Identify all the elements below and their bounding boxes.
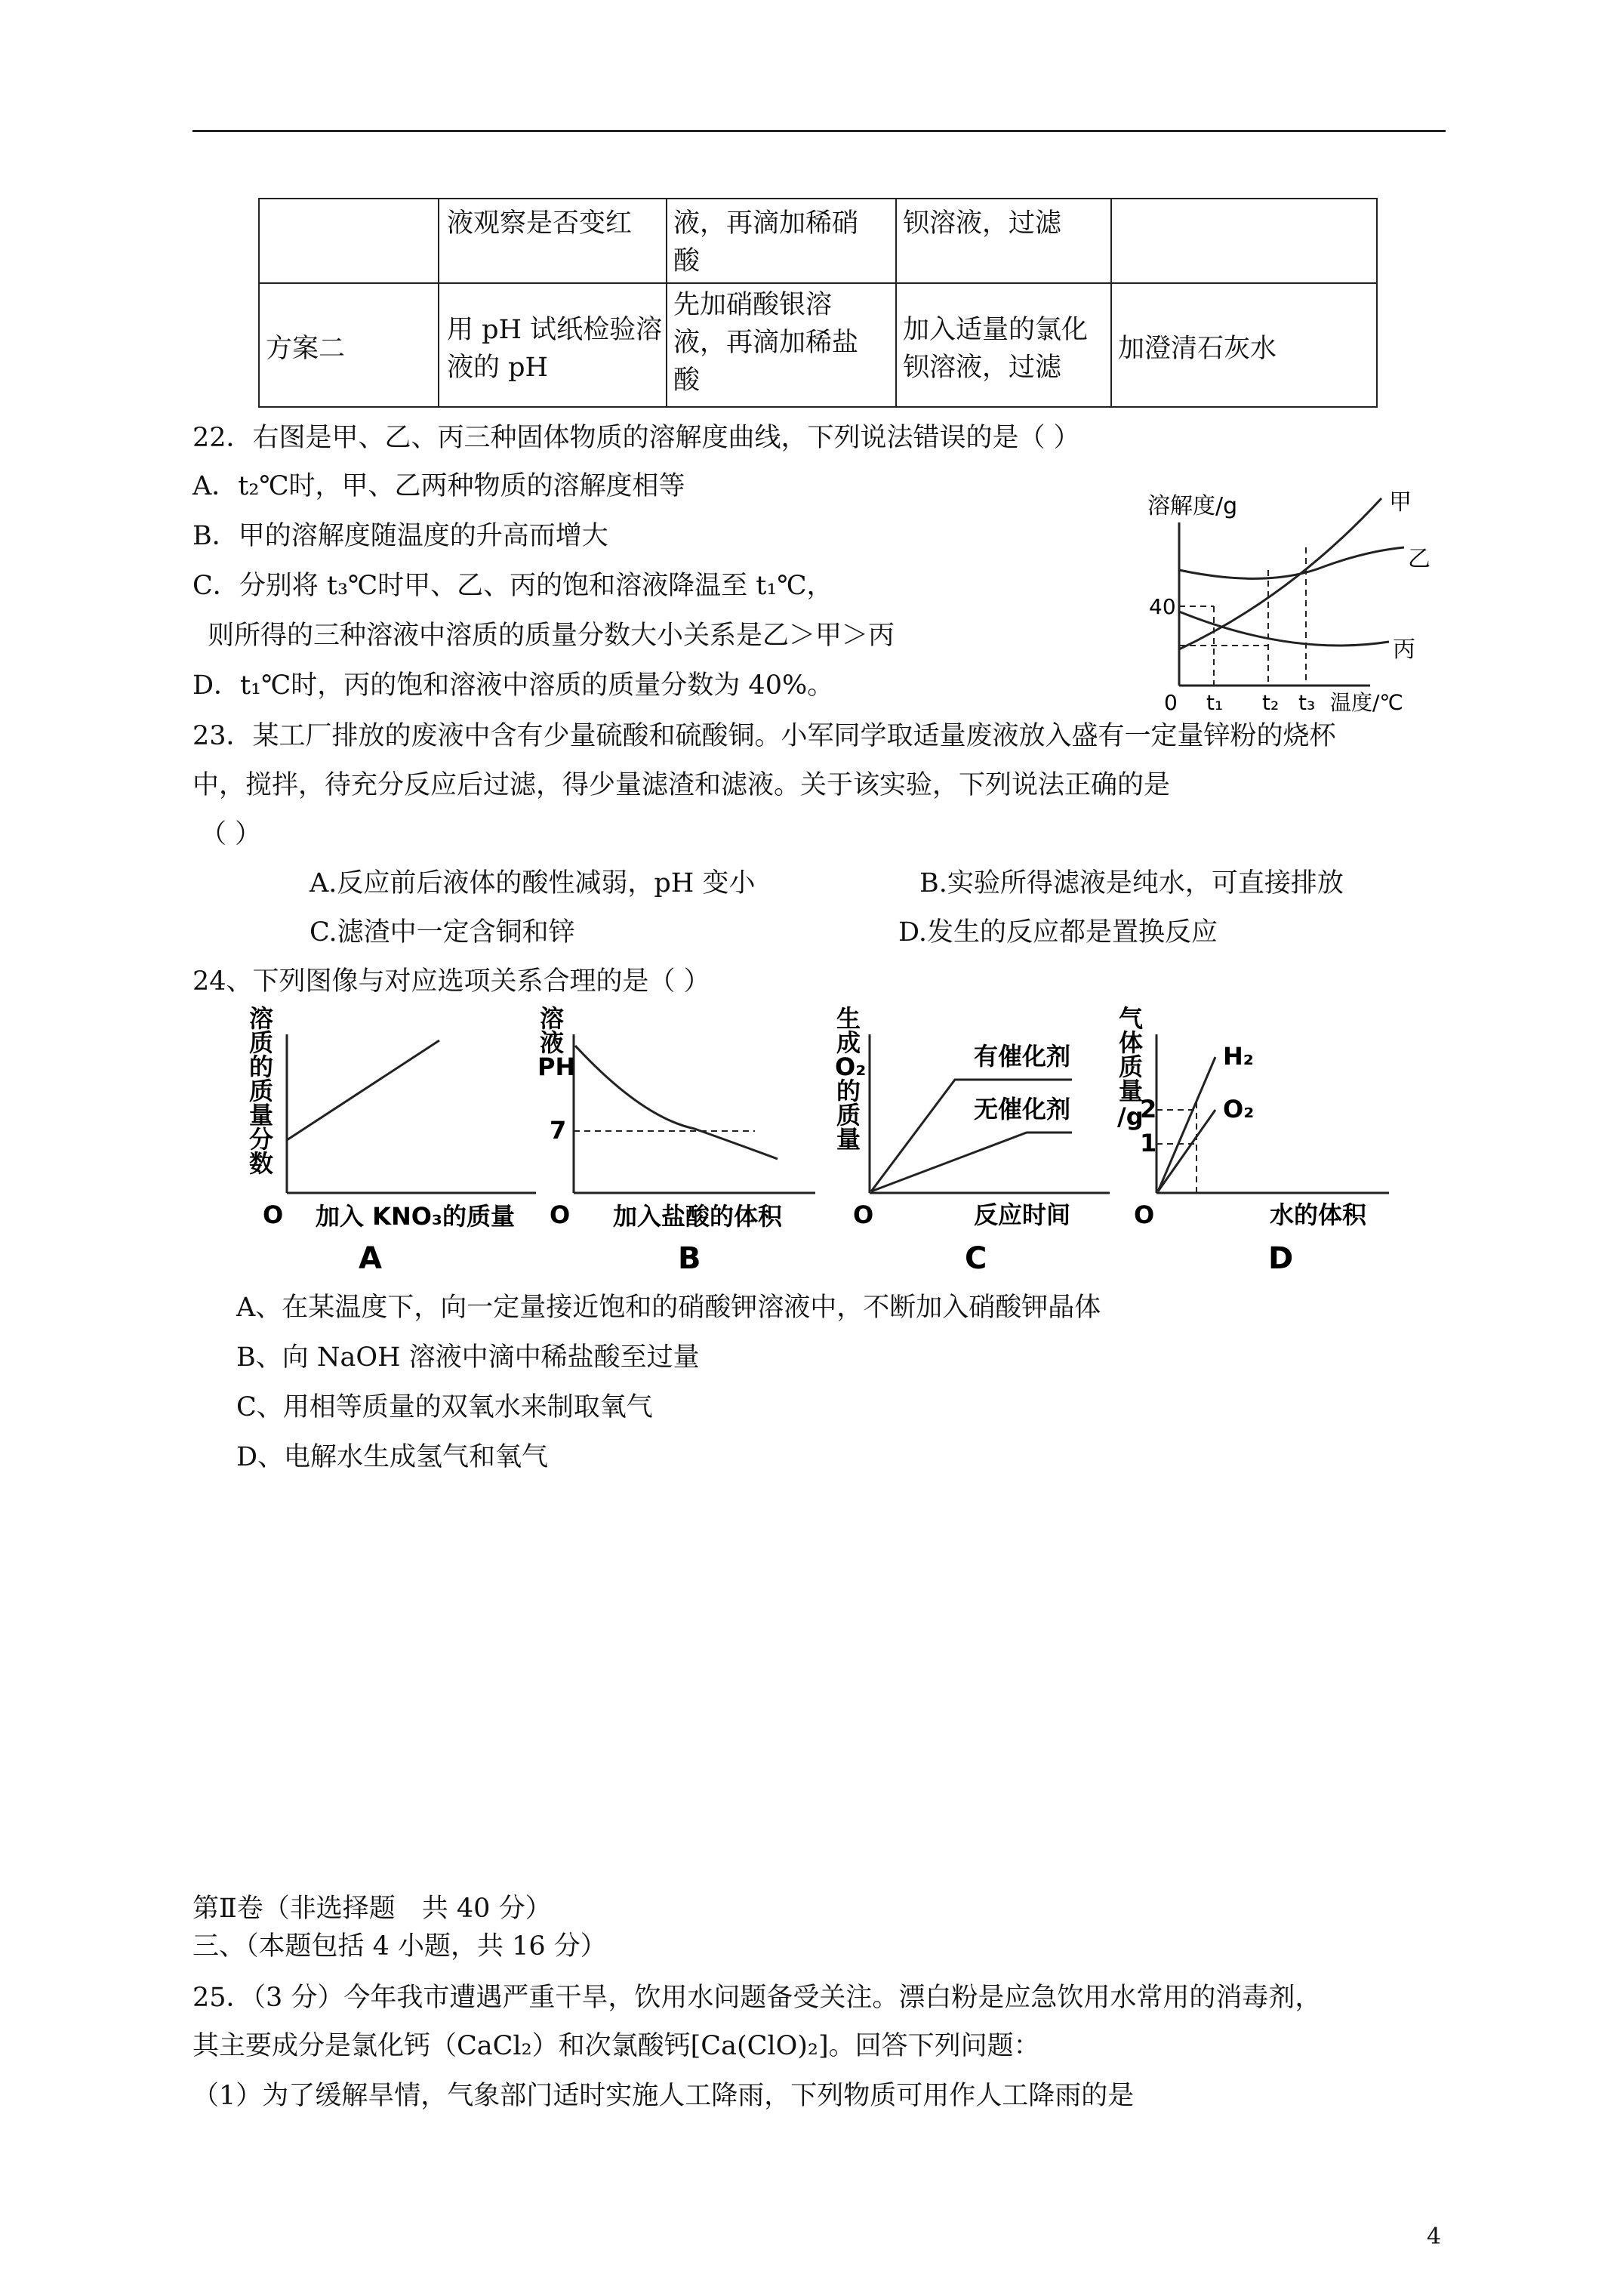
table-cell: 用 pH 试纸检验溶 [447,315,663,345]
table-cell: 液，再滴加稀盐 [673,328,859,358]
table-cell: 液，再滴加稀硝 [673,208,859,239]
table-cell: 先加硝酸银溶 [673,290,833,320]
graph-c-series-catalyst: 有催化剂 [974,1042,1071,1071]
graph-series-yi: 乙 [1408,546,1431,572]
graph-c-series-no-catalyst: 无催化剂 [974,1095,1071,1123]
q23-answer-paren: （ ） [200,819,262,849]
graph-b-ylabel: 液 [540,1028,565,1057]
table-cell: 酸 [673,365,701,396]
graph-a-ylabel: 溶 [249,1004,274,1033]
solubility-graph [1140,483,1442,717]
q23-option-c: C.滤渣中一定含铜和锌 [310,917,575,948]
header-rule [192,130,1446,132]
section-3-title: 三、（本题包括 4 小题，共 16 分） [192,1931,607,1962]
graph-c-ylabel: 量 [836,1125,861,1154]
graph-c-xlabel: 反应时间 [974,1200,1071,1229]
q24-option-c: C、用相等质量的双氧水来制取氧气 [236,1392,653,1422]
table-cell: 液的 pH [447,353,549,383]
graph-a-ylabel: 分 [249,1125,274,1154]
graph-a [242,1004,544,1284]
graph-origin: 0 [1164,690,1178,715]
q22-option-c-cont: 则所得的三种溶液中溶质的质量分数大小关系是乙＞甲＞丙 [208,621,895,651]
q22-option-c: C．分别将 t₃℃时甲、乙、丙的饱和溶液降温至 t₁℃， [192,571,833,601]
part2-title: 第Ⅱ卷（非选择题 共 40 分） [192,1894,552,1924]
graph-series-bing: 丙 [1393,636,1415,663]
graph-b [528,1004,830,1284]
graph-d-tick-2: 2 [1140,1095,1157,1123]
graph-tick-t3: t₃ [1298,690,1316,715]
graph-tick-40: 40 [1149,594,1176,619]
table-cell: 液观察是否变红 [447,208,633,239]
graph-d-caption: D [1268,1241,1294,1276]
graph-series-jia: 甲 [1389,489,1412,516]
graph-c-ylabel: 生 [836,1004,861,1033]
q24-stem: 24、下列图像与对应选项关系合理的是（ ） [192,966,710,997]
q22-option-b: B．甲的溶解度随温度的升高而增大 [192,521,608,551]
graph-d-ylabel: 量 [1119,1077,1144,1105]
graph-tick-t2: t₂ [1262,690,1280,715]
graph-d-series-o2: O₂ [1223,1095,1255,1123]
graph-a-ylabel: 的 [249,1052,274,1081]
graph-b-origin: O [550,1200,571,1229]
q22-option-a: A．t₂℃时，甲、乙两种物质的溶解度相等 [192,471,685,501]
graph-a-origin: O [263,1200,284,1229]
page-number: 4 [1427,2224,1442,2250]
q22-option-d: D．t₁℃时，丙的饱和溶液中溶质的质量分数为 40%。 [192,670,834,701]
graph-a-xlabel: 加入 KNO₃的质量 [316,1202,515,1231]
table-cell: 方案二 [266,334,346,364]
graph-d-ylabel: 质 [1119,1052,1144,1081]
graph-xlabel: 温度/℃ [1330,690,1403,715]
graph-c-ylabel: 质 [836,1101,861,1130]
graph-c-ylabel: 成 [836,1028,861,1057]
graph-c-origin: O [853,1200,874,1229]
q24-option-b: B、向 NaOH 溶液中滴中稀盐酸至过量 [236,1342,700,1373]
q23-option-a: A.反应前后液体的酸性减弱，pH 变小 [310,868,756,898]
scheme-table [258,198,1378,408]
graph-c-ylabel: O₂ [835,1052,867,1081]
table-cell: 加入适量的氯化 [903,315,1089,345]
graph-a-caption: A [359,1241,382,1276]
graph-d-series-h2: H₂ [1223,1042,1254,1071]
table-cell: 钡溶液，过滤 [903,208,1062,239]
q22-stem: 22．右图是甲、乙、丙三种固体物质的溶解度曲线，下列说法错误的是（ ） [192,423,1080,453]
q23-option-d: D.发生的反应都是置换反应 [898,917,1218,948]
graph-c [823,1004,1125,1284]
graph-d-xlabel: 水的体积 [1270,1200,1367,1229]
table-cell: 加澄清石灰水 [1118,334,1277,364]
table-cell: 钡溶液，过滤 [903,353,1062,383]
graph-d-ylabel: /g [1117,1102,1144,1131]
graph-a-ylabel: 量 [249,1101,274,1130]
q25-line-2: 其主要成分是氯化钙（CaCl₂）和次氯酸钙[Ca(ClO)₂]。回答下列问题： [192,2031,1040,2061]
graph-c-ylabel: 的 [836,1077,861,1105]
graph-tick-t1: t₁ [1206,690,1224,715]
graph-b-tick-7: 7 [550,1116,567,1145]
graph-a-ylabel: 质 [249,1028,274,1057]
graph-b-ylabel: PH [537,1052,576,1081]
graph-d-ylabel: 体 [1119,1028,1144,1057]
q25-line-3: （1）为了缓解旱情，气象部门适时实施人工降雨，下列物质可用作人工降雨的是 [192,2081,1135,2111]
graph-d-tick-1: 1 [1140,1129,1157,1157]
graph-a-ylabel: 质 [249,1077,274,1105]
table-cell: 酸 [673,246,701,276]
q25-line-1: 25．（3 分）今年我市遭遇严重干旱，饮用水问题备受关注。漂白粉是应急饮用水常用的消毒剂， [192,1983,1322,2013]
graph-b-xlabel: 加入盐酸的体积 [613,1202,783,1231]
graph-d [1102,1004,1404,1284]
q23-stem-2: 中，搅拌，待充分反应后过滤，得少量滤渣和滤液。关于该实验，下列说法正确的是 [192,770,1171,800]
graph-ylabel: 溶解度/g [1147,493,1238,519]
graph-b-caption: B [678,1241,701,1276]
graph-d-ylabel: 气 [1119,1004,1144,1033]
q23-option-b: B.实验所得滤液是纯水，可直接排放 [919,868,1344,898]
q24-option-a: A、在某温度下，向一定量接近饱和的硝酸钾溶液中，不断加入硝酸钾晶体 [236,1293,1101,1323]
q24-option-d: D、电解水生成氢气和氧气 [236,1442,549,1472]
graph-a-ylabel: 数 [249,1149,274,1178]
graph-d-origin: O [1134,1200,1155,1229]
q23-stem-1: 23．某工厂排放的废液中含有少量硫酸和硫酸铜。小军同学取适量废液放入盛有一定量锌粉的烧杯 [192,721,1336,751]
graph-b-ylabel: 溶 [540,1004,565,1033]
graph-c-caption: C [965,1241,987,1276]
